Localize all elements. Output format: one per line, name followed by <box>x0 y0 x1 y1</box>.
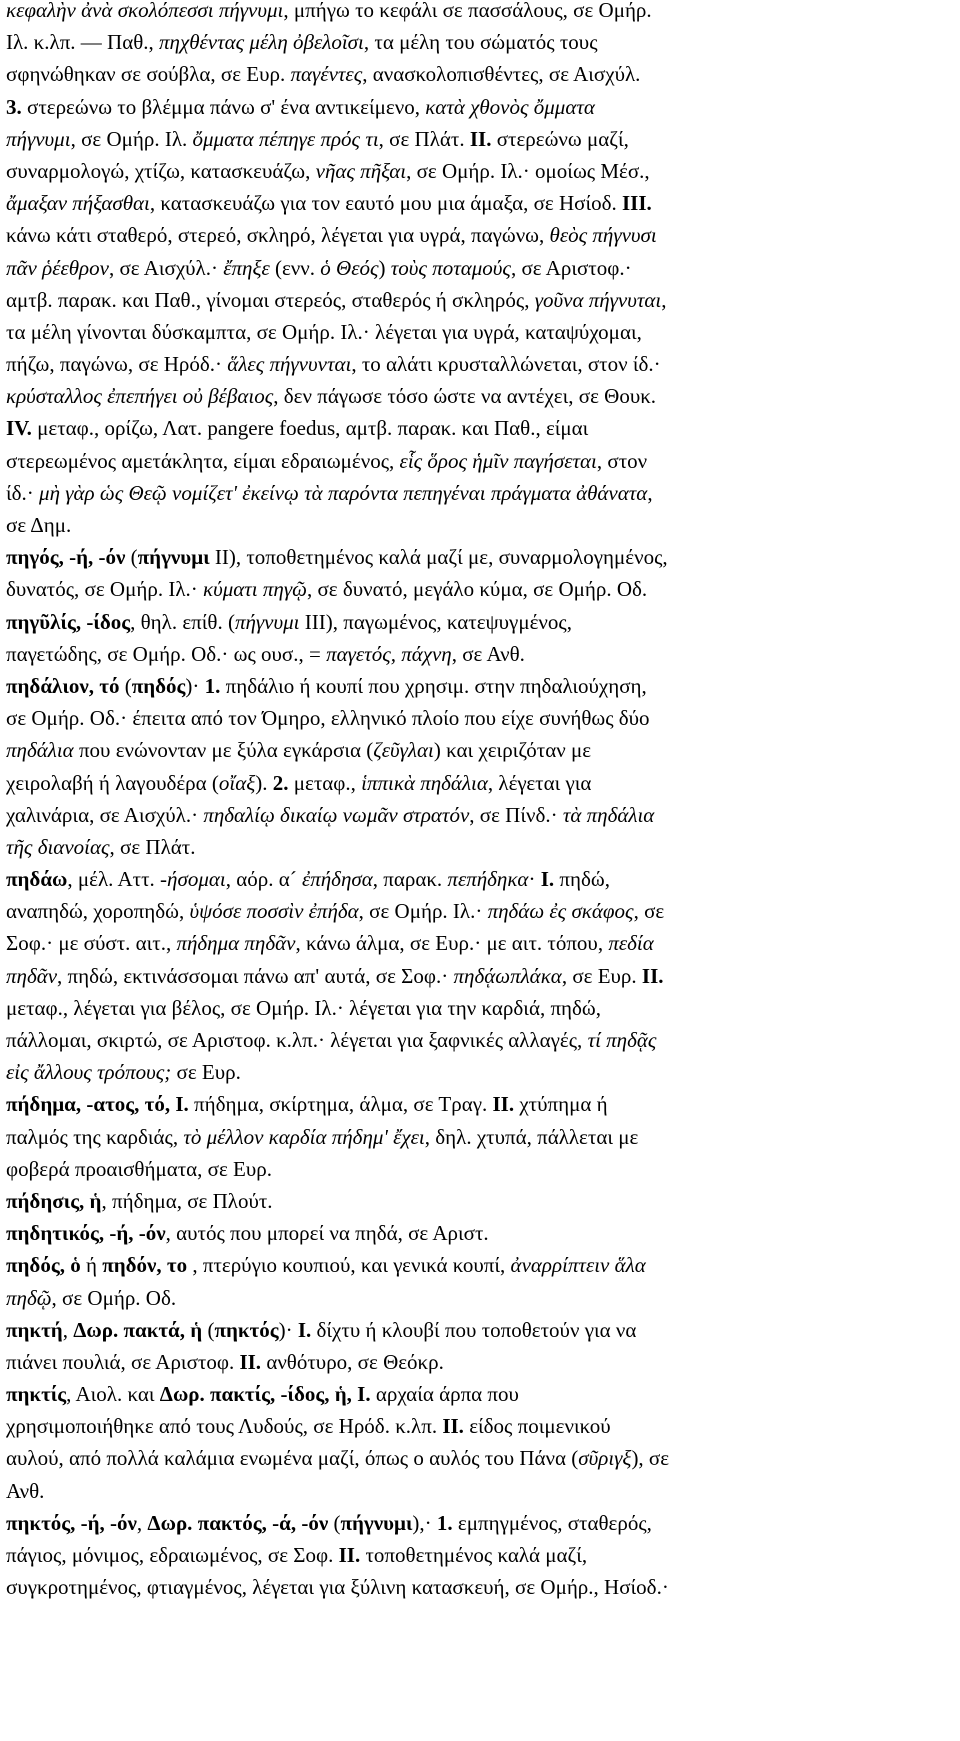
text-line <box>6 670 952 703</box>
text-run: , σε Αριστοφ.· <box>510 255 632 280</box>
text-line <box>6 573 952 606</box>
italic-text: ἱππικὰ πηδάλια <box>361 770 488 795</box>
text-run: Ανθ. <box>6 1478 45 1503</box>
text-run: , κάνω άλμα, σε Ευρ.· με αιτ. τόπου, <box>295 931 609 956</box>
text-line <box>6 1056 952 1089</box>
italic-text: ἅλες πήγνυνται <box>227 352 352 377</box>
text-line <box>6 284 952 317</box>
text-run: ),· <box>412 1510 437 1535</box>
text-line <box>6 1121 952 1154</box>
text-run: , πήδημα, σε Πλούτ. <box>101 1188 273 1213</box>
text-run: ( <box>328 1510 341 1535</box>
text-run: ανθότυρο, σε Θεόκρ. <box>261 1349 444 1374</box>
italic-text: σῦριγξ <box>578 1446 632 1471</box>
bold-text: 1. <box>436 1510 453 1535</box>
text-run: ). <box>255 770 273 795</box>
italic-text: ἄμαξαν πήξασθαι <box>6 191 150 216</box>
italic-text: ὁ Θεός <box>320 255 379 280</box>
text-line <box>6 0 952 27</box>
text-run: , παρακ. <box>372 867 448 892</box>
text-run: , δηλ. χτυπά, πάλλεται με <box>424 1124 639 1149</box>
bold-text: πηδόν, το <box>102 1253 188 1278</box>
text-run: , Αιολ. και <box>66 1382 160 1407</box>
italic-text: πηδᾶν <box>6 963 58 988</box>
text-run: στερεωμένος αμετάκλητα, είμαι εδραιωμένος, <box>6 448 400 473</box>
bold-text: II. <box>492 1092 515 1117</box>
text-run: ) <box>378 255 391 280</box>
text-line <box>6 316 952 349</box>
text-line <box>6 1539 952 1572</box>
text-line <box>6 863 952 896</box>
text-run: εμπηγμένος, σταθερός, <box>452 1510 652 1535</box>
italic-text: πηδαλίῳ δικαίῳ νωμᾶν στρατόν <box>203 802 470 827</box>
text-run: πάγιος, μόνιμος, εδραιωμένος, σε Σοφ. <box>6 1543 339 1567</box>
text-run: , <box>647 480 653 505</box>
text-line <box>6 26 952 59</box>
text-run: ) και χειριζόταν με <box>433 738 592 763</box>
text-run: , σε δυνατό, μεγάλο κύμα, σε Ομήρ. Οδ. <box>306 577 648 602</box>
text-line <box>6 380 952 413</box>
italic-text: πηδάλια <box>6 738 74 763</box>
italic-text: θεὸς πήγνυσι <box>549 223 657 248</box>
text-run: παγετώδης, σε Ομήρ. Οδ.· ως ουσ., = <box>6 641 327 666</box>
italic-text: ήσομαι <box>167 867 226 892</box>
text-run: , σε Ομήρ. Ιλ. <box>70 126 193 151</box>
italic-text: τοὺς ποταμούς <box>390 255 511 280</box>
italic-text: πηδάω ἐς σκάφος <box>487 899 634 924</box>
text-line <box>6 155 952 188</box>
text-run: , μπήγω το κεφάλι σε πασσάλους, σε Ομήρ. <box>283 0 652 22</box>
italic-text: παγετός, πάχνη <box>326 641 452 666</box>
italic-text: πήγνυμι <box>6 126 71 151</box>
bold-text: 1. <box>204 673 221 698</box>
text-run: , <box>136 1510 148 1535</box>
text-line <box>6 895 952 928</box>
text-run: , σε Πλάτ. <box>378 126 470 151</box>
italic-text: πηχθέντας μέλη ὀβελοῖσι <box>159 30 364 55</box>
text-line <box>6 58 952 91</box>
text-run: συγκροτημένος, φτιαγμένος, λέγεται για ξύλινη κατασκευή, σε Ομήρ., Ησίοδ.· <box>6 1575 669 1600</box>
text-line <box>6 445 952 478</box>
bold-text: II. <box>239 1349 262 1374</box>
text-run: πήδημα, σκίρτημα, άλμα, σε Τραγ. <box>188 1092 493 1117</box>
bold-text: II. <box>338 1543 361 1567</box>
italic-text: ἐπήδησα <box>301 867 373 892</box>
text-line <box>6 1410 952 1443</box>
text-line <box>6 91 952 124</box>
text-run: μεταφ., λέγεται για βέλος, σε Ομήρ. Ιλ.· λέγεται για την καρδιά, πηδώ, <box>6 995 602 1020</box>
italic-text: πηδῷ <box>6 1285 52 1310</box>
text-run: αμτβ. παρακ. και Παθ., γίνομαι στερεός, σταθερός ή σκληρός, <box>6 287 535 312</box>
text-line <box>6 477 952 510</box>
italic-text: τὸ μέλλον καρδία πήδημ' ἔχει <box>183 1124 425 1149</box>
text-line <box>6 1314 952 1347</box>
text-line <box>6 1507 952 1540</box>
text-line <box>6 123 952 156</box>
text-run: είδος ποιμενικού <box>463 1414 611 1439</box>
bold-text: I. <box>540 867 555 892</box>
bold-text: Δωρ. <box>147 1510 193 1535</box>
italic-text: κρύσταλλος ἐπεπήγει οὐ βέβαιος <box>6 384 274 409</box>
italic-text: εἰς ἄλλους τρόπους; <box>6 1060 172 1085</box>
text-line <box>6 702 952 735</box>
bold-text: III. <box>622 191 652 216</box>
text-run: , σε Ευρ. <box>561 963 642 988</box>
italic-text: μὴ γὰρ ὡς Θεῷ νομίζετ' ἐκείνῳ τὰ παρόντα πεπηγέναι πράγματα ἀθάνατα <box>39 480 648 505</box>
text-line <box>6 767 952 800</box>
text-run: που ενώνονταν με ξύλα εγκάρσια ( <box>73 738 374 763</box>
text-run: , κατασκευάζω για τον εαυτό μου μια άμαξα, σε Ησίοδ. <box>149 191 622 216</box>
italic-text: πεπήδηκα <box>447 867 529 892</box>
text-run: κάνω κάτι σταθερό, στερεό, σκληρό, λέγεται για υγρά, παγώνω, <box>6 223 550 248</box>
italic-text: γοῦνα πήγνυται <box>534 287 662 312</box>
text-line <box>6 348 952 381</box>
text-run: III), παγωμένος, κατεψυγμένος, <box>299 609 572 634</box>
text-line <box>6 219 952 252</box>
italic-text: πήγνυμι <box>234 609 300 634</box>
text-line <box>6 799 952 832</box>
text-run: πάλλομαι, σκιρτώ, σε Αριστοφ. κ.λπ.· λέγεται για ξαφνικές αλλαγές, <box>6 1028 588 1052</box>
text-line <box>6 252 952 285</box>
text-line <box>6 1571 952 1604</box>
text-run: ( <box>125 545 138 570</box>
bold-text: πηδητικός, -ή, -όν <box>6 1221 166 1246</box>
text-line <box>6 1475 952 1508</box>
italic-text: τὰ πηδάλια <box>562 802 655 827</box>
italic-text: κύματι πηγῷ <box>203 577 307 602</box>
text-line <box>6 992 952 1025</box>
bold-text: IV. <box>6 416 32 441</box>
text-line <box>6 412 952 445</box>
italic-text: ἀναρρίπτειν ἅλα <box>510 1253 646 1278</box>
bold-text: πακτίς, -ίδος, ἡ, I. <box>210 1382 371 1407</box>
bold-text: 3. <box>6 94 22 119</box>
text-line <box>6 1153 952 1186</box>
text-run: χαλινάρια, σε Αισχύλ.· <box>6 802 204 827</box>
text-run: μεταφ., ορίζω, Λατ. pangere foedus, αμτβ. παρακ. και Παθ., είμαι <box>31 416 589 441</box>
text-line <box>6 541 952 574</box>
bold-text: πηδός, ὁ <box>6 1253 81 1278</box>
bold-text: πηγῦλίς, -ίδος <box>6 609 131 634</box>
text-run: στερεώνω το βλέμμα πάνω σ' ένα αντικείμενο, <box>21 94 426 119</box>
text-run: Ιλ. κ.λπ. — Παθ., <box>6 30 160 55</box>
bold-text: πηκτή <box>6 1317 63 1342</box>
text-run: ίδ.· <box>6 480 40 505</box>
bold-text: πηδάω <box>6 867 68 892</box>
bold-text: II. <box>442 1414 464 1439</box>
text-line <box>6 960 952 993</box>
text-run: πιάνει πουλιά, σε Αριστοφ. <box>6 1349 240 1374</box>
text-line <box>6 1346 952 1379</box>
text-line <box>6 1217 952 1250</box>
bold-text: πηκτίς <box>6 1382 67 1407</box>
text-run: , το αλάτι κρυσταλλώνεται, στον ίδ.· <box>351 352 661 377</box>
text-line <box>6 734 952 767</box>
italic-text: οἴαξ <box>218 770 256 795</box>
text-run: , σε Ομήρ. Ιλ.· <box>358 899 488 924</box>
text-run: , στον <box>596 448 648 473</box>
italic-text: παγέντες <box>290 62 363 87</box>
italic-text: ζεῦγλαι <box>373 738 434 763</box>
italic-text: κατὰ χθονὸς ὄμματα <box>425 94 595 119</box>
text-line <box>6 1442 952 1475</box>
bold-text: II. <box>469 126 492 151</box>
text-line <box>6 606 952 639</box>
text-run: σε Ομήρ. Οδ.· έπειτα από τον Όμηρο, ελληνικό πλοίο που είχε συνήθως δύο <box>6 706 650 731</box>
text-line <box>6 1185 952 1218</box>
text-run: δίχτυ ή κλουβί που τοποθετούν για να <box>311 1317 637 1342</box>
italic-text: εἷς ὅρος ἡμῖν παγήσεται <box>399 448 597 473</box>
bold-text: 2. <box>272 770 289 795</box>
text-run: · <box>528 867 541 892</box>
text-run: τοποθετημένος καλά μαζί, <box>360 1543 588 1567</box>
text-run: ( <box>119 673 132 698</box>
text-run: , θηλ. επίθ. ( <box>130 609 235 634</box>
italic-text: ὑψόσε ποσσὶν ἐπήδα <box>189 899 359 924</box>
italic-text: πεδία <box>608 931 654 956</box>
text-run: δυνατός, σε Ομήρ. Ιλ.· <box>6 577 203 602</box>
text-run: , λέγεται για <box>487 770 592 795</box>
text-run: αυλού, από πολλά καλάμια ενωμένα μαζί, όπως ο αυλός του Πάνα ( <box>6 1446 579 1471</box>
text-run: χειρολαβή ή λαγουδέρα ( <box>6 770 219 795</box>
bold-text: πηκτός <box>214 1317 279 1342</box>
text-run: χτύπημα ή <box>514 1092 608 1117</box>
text-line <box>6 1249 952 1282</box>
italic-text: τί πηδᾷς <box>587 1028 657 1052</box>
bold-text: πήγνυμι <box>137 545 210 570</box>
text-run: πήζω, παγώνω, σε Ηρόδ.· <box>6 352 228 377</box>
text-run: ( <box>202 1317 215 1342</box>
text-run: , <box>62 1317 74 1342</box>
text-run: ), σε <box>631 1446 670 1471</box>
italic-text: κεφαλὴν ἀνὰ σκολόπεσσι πήγνυμι <box>6 0 284 22</box>
text-run: φοβερά προαισθήματα, σε Ευρ. <box>6 1156 272 1181</box>
text-run: , πτερύγιο κουπιού, και γενικά κουπί, <box>187 1253 511 1278</box>
text-run: αναπηδώ, χοροπηδώ, <box>6 899 190 924</box>
text-run: , δεν πάγωσε τόσο ώστε να αντέχει, σε Θουκ. <box>273 384 657 409</box>
text-line <box>6 1378 952 1411</box>
text-line <box>6 638 952 671</box>
text-run: μεταφ., <box>288 770 362 795</box>
text-line <box>6 187 952 220</box>
text-run: σε Ευρ. <box>171 1060 241 1085</box>
bold-text: Δωρ. <box>159 1382 205 1407</box>
bold-text: πήδημα, -ατος, τό, I. <box>6 1092 189 1117</box>
text-run: συναρμολογώ, χτίζω, κατασκευάζω, <box>6 158 316 183</box>
bold-text: πακτά, ἡ <box>123 1317 203 1342</box>
text-run: II), τοποθετημένος καλά μαζί με, συναρμολογημένος, <box>209 545 668 570</box>
bold-text: Δωρ. <box>73 1317 119 1342</box>
italic-text: πᾶν ῥέεθρον <box>6 255 109 280</box>
text-run: χρησιμοποιήθηκε από τους Λυδούς, σε Ηρόδ. κ.λπ. <box>6 1414 443 1439</box>
text-line <box>6 1088 952 1121</box>
text-run: , σε <box>633 899 665 924</box>
italic-text: πήδημα πηδᾶν <box>176 931 296 956</box>
text-run: , σε Ομήρ. Ιλ.· ομοίως Μέσ., <box>406 158 650 183</box>
bold-text: II. <box>641 963 664 988</box>
text-run: , ανασκολοπισθέντες, σε Αισχύλ. <box>362 62 641 87</box>
text-run: , σε Πίνδ.· <box>469 802 563 827</box>
text-run: , μέλ. Αττ. - <box>67 867 168 892</box>
text-run: (ενν. <box>269 255 321 280</box>
text-run: )· <box>278 1317 298 1342</box>
text-run: , αυτός που μπορεί να πηδά, σε Αριστ. <box>165 1221 489 1246</box>
text-run: )· <box>185 673 205 698</box>
italic-text: νῆας πῆξαι <box>315 158 407 183</box>
text-run: Σοφ.· με σύστ. αιτ., <box>6 931 177 956</box>
italic-text: πηδᾴωπλάκα <box>453 963 562 988</box>
text-run: πηδάλιο ή κουπί που χρησιμ. στην πηδαλιούχηση, <box>220 673 647 698</box>
text-run: , σε Ομήρ. Οδ. <box>51 1285 177 1310</box>
bold-text: I. <box>297 1317 312 1342</box>
text-run: , αόρ. α´ <box>225 867 302 892</box>
italic-text: ὄμματα πέπηγε πρός τι <box>192 126 379 151</box>
text-line <box>6 509 952 542</box>
text-run: τα μέλη γίνονται δύσκαμπτα, σε Ομήρ. Ιλ.· λέγεται για υγρά, καταψύχομαι, <box>6 319 642 344</box>
text-run: σφηνώθηκαν σε σούβλα, σε Ευρ. <box>6 62 291 87</box>
bold-text: πηγός, -ή, -όν <box>6 545 126 570</box>
bold-text: πακτός, -ά, -όν <box>197 1510 329 1535</box>
text-line <box>6 927 952 960</box>
text-run: , σε Ανθ. <box>451 641 525 666</box>
text-line <box>6 1024 952 1057</box>
text-run: ή <box>80 1253 103 1278</box>
text-run: , σε Πλάτ. <box>109 834 196 859</box>
bold-text: πηδός <box>131 673 186 698</box>
text-line <box>6 831 952 864</box>
text-run: παλμός της καρδιάς, <box>6 1124 184 1149</box>
bold-text: πήγνυμι <box>340 1510 413 1535</box>
text-run: , σε Αισχύλ.· <box>108 255 224 280</box>
text-run: , πηδώ, εκτινάσσομαι πάνω απ' αυτά, σε Σοφ.· <box>57 963 454 988</box>
text-line <box>6 1282 952 1315</box>
bold-text: πήδησις, ἡ <box>6 1188 102 1213</box>
bold-text: πηκτός, -ή, -όν <box>6 1510 137 1535</box>
text-run: , τα μέλη του σώματός τους <box>363 30 598 55</box>
italic-text: ἔπηξε <box>223 255 270 280</box>
italic-text: τῆς διανοίας <box>6 834 110 859</box>
text-run: αρχαία άρπα που <box>370 1382 519 1407</box>
text-run: πηδώ, <box>554 867 610 892</box>
text-run: στερεώνω μαζί, <box>491 126 629 151</box>
bold-text: πηδάλιον, τό <box>6 673 120 698</box>
text-run: , <box>661 287 667 312</box>
text-run: σε Δημ. <box>6 513 72 537</box>
